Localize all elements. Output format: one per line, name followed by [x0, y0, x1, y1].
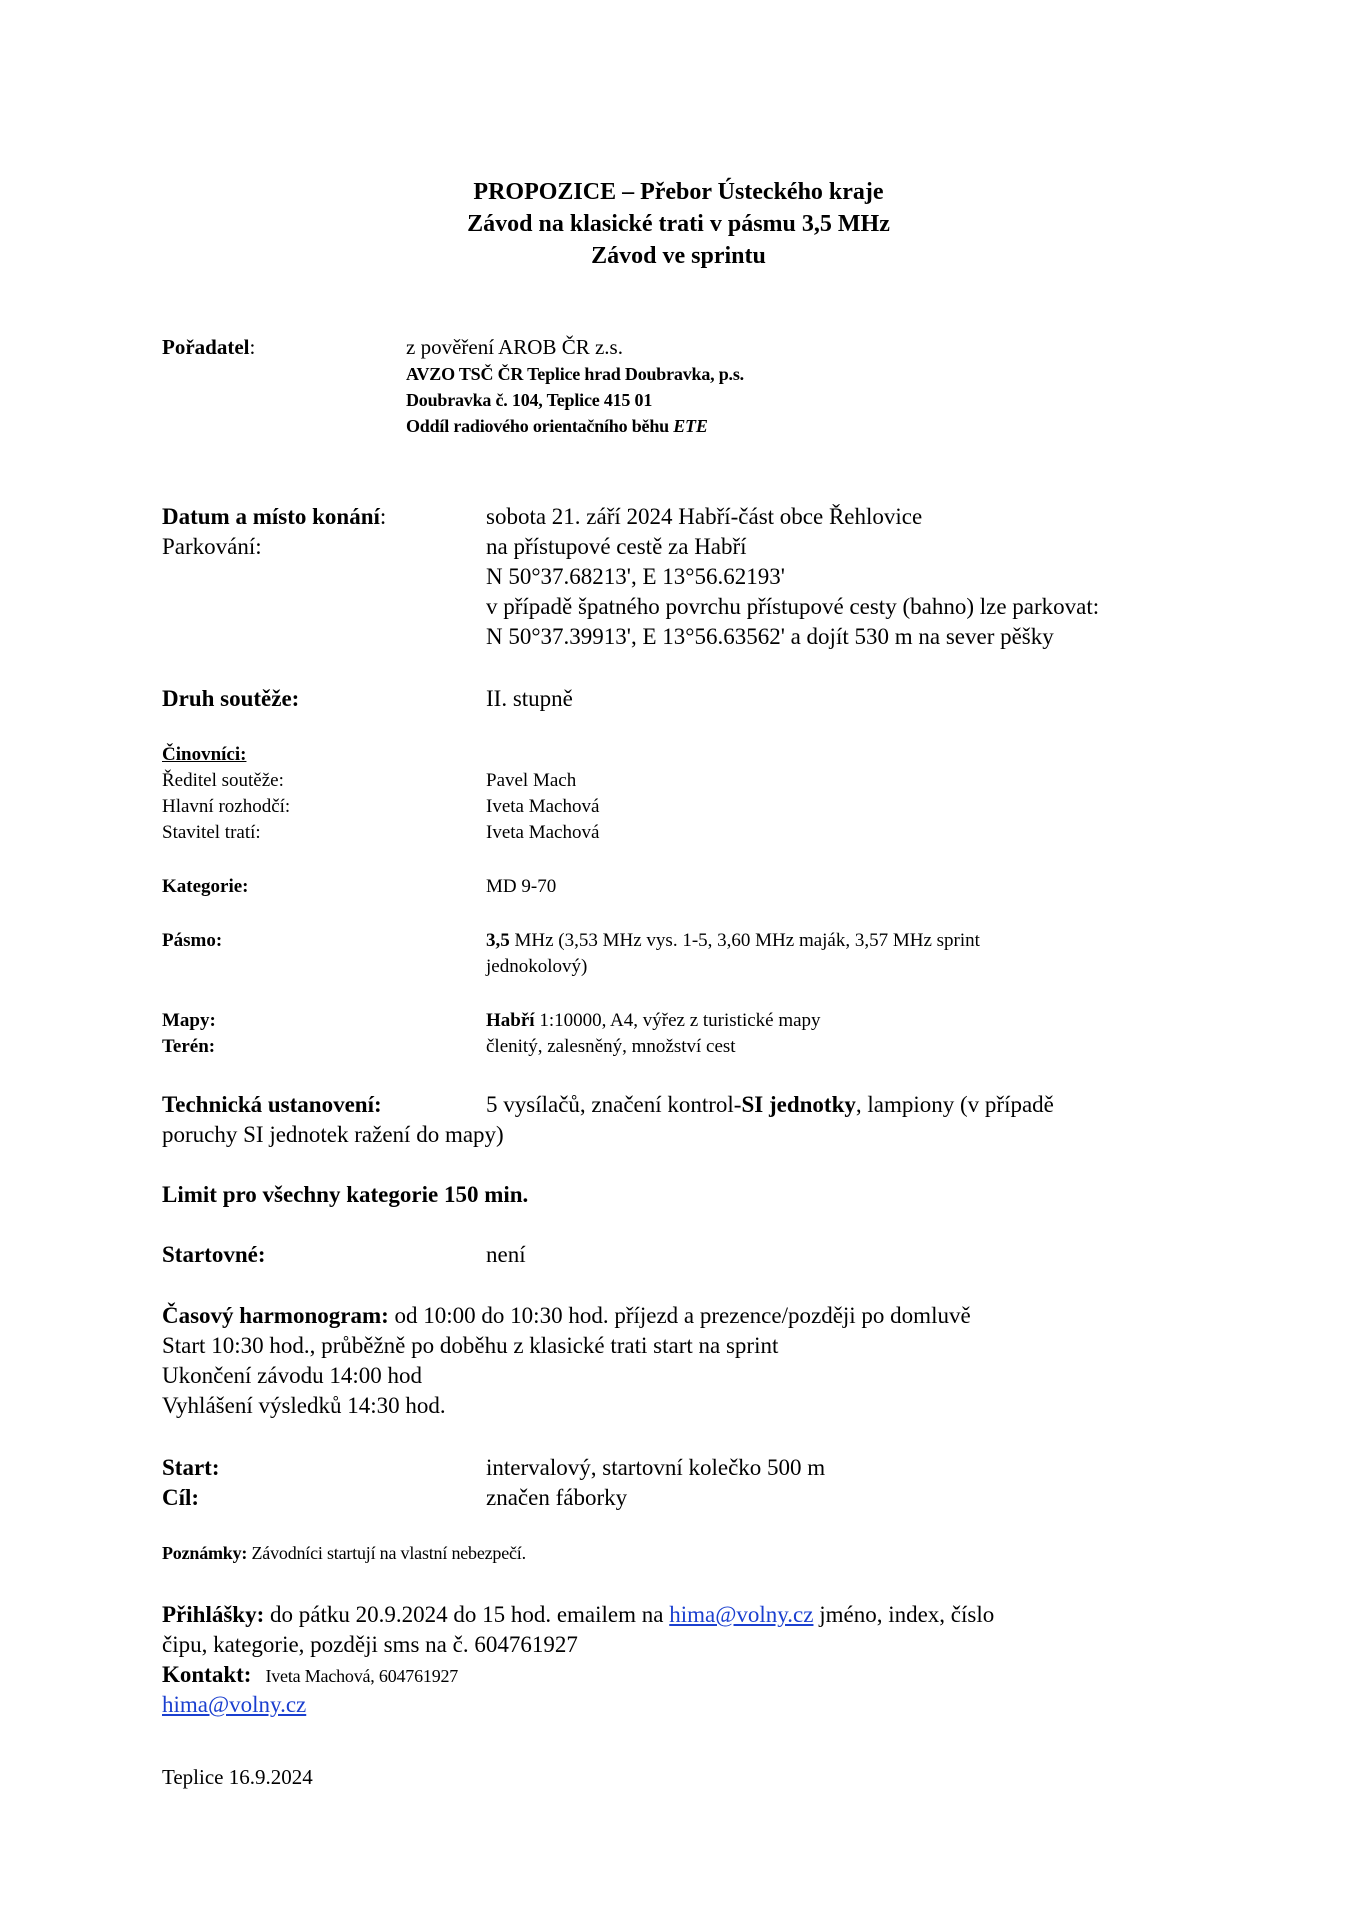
harmonogram-label: Časový harmonogram: — [162, 1303, 389, 1328]
startovne-value: není — [486, 1242, 526, 1267]
datum-label-row — [162, 502, 386, 532]
pasmo-band: 3,5 — [486, 930, 510, 951]
datum-value: sobota 21. září 2024 Habří-část obce Řehlovice — [486, 504, 923, 529]
footer-place-date: Teplice 16.9.2024 — [162, 1765, 313, 1789]
start-label: Start: — [162, 1455, 220, 1480]
prihlasky-text1: do pátku 20.9.2024 do 15 hod. emailem na — [264, 1602, 670, 1627]
parkovani-coords-alternate: N 50°37.39913', E 13°56.63562' a dojít 530 m na sever pěšky — [486, 624, 1054, 649]
kontakt-label: Kontakt: — [162, 1662, 252, 1687]
technicka-line2: poruchy SI jednotek ražení do mapy) — [162, 1122, 504, 1147]
technicka-part1: 5 vysílačů, značení kontrol- — [486, 1092, 742, 1117]
pasmo-value-line2: jednokolový) — [486, 956, 588, 977]
kontakt-row — [162, 1660, 458, 1690]
teren-value: členitý, zalesněný, množství cest — [486, 1036, 736, 1057]
document-title: PROPOZICE – Přebor Ústeckého kraje — [473, 179, 884, 205]
poradatel-club-abbr: ETE — [673, 416, 708, 436]
kategorie-value: MD 9-70 — [486, 876, 557, 897]
limit-text: Limit pro všechny kategorie 150 min. — [162, 1182, 529, 1207]
harmonogram-line1 — [162, 1301, 971, 1331]
kontakt-email-row — [162, 1690, 306, 1720]
prihlasky-email-link[interactable]: hima@volny.cz — [669, 1602, 814, 1627]
druh-label: Druh soutěže: — [162, 686, 300, 711]
cinovnici-role-reditel: Ředitel soutěže: — [162, 770, 284, 791]
cinovnici-name-rozhodci: Iveta Machová — [486, 796, 600, 817]
cinovnici-role-stavitel: Stavitel tratí: — [162, 822, 261, 843]
poradatel-club-name: Oddíl radiového orientačního běhu — [406, 416, 674, 436]
parkovani-line1: na přístupové cestě za Habří — [486, 534, 747, 559]
poradatel-colon: : — [249, 335, 256, 359]
cinovnici-role-rozhodci: Hlavní rozhodčí: — [162, 796, 291, 817]
poznamky-value: Závodníci startují na vlastní nebezpečí. — [247, 1543, 526, 1563]
parkovani-label: Parkování: — [162, 534, 262, 559]
poznamky-row — [162, 1542, 526, 1565]
cil-value: značen fáborky — [486, 1485, 628, 1510]
technicka-label: Technická ustanovení: — [162, 1092, 382, 1117]
parkovani-line3: v případě špatného povrchu přístupové cesty (bahno) lze parkovat: — [486, 594, 1100, 619]
prihlasky-line1 — [162, 1600, 994, 1630]
poradatel-label-row — [162, 334, 255, 361]
technicka-si: SI jednotky — [741, 1092, 856, 1117]
mapy-label: Mapy: — [162, 1010, 216, 1031]
prihlasky-label: Přihlášky: — [162, 1602, 265, 1627]
harmonogram-start: Start 10:30 hod., průběžně po doběhu z klasické trati start na sprint — [162, 1333, 779, 1358]
mapy-value — [486, 1008, 821, 1033]
cinovnici-heading: Činovníci: — [162, 744, 247, 765]
startovne-label: Startovné: — [162, 1242, 266, 1267]
poradatel-label: Pořadatel — [162, 335, 250, 359]
start-value: intervalový, startovní kolečko 500 m — [486, 1455, 826, 1480]
mapy-area: Habří — [486, 1010, 535, 1031]
document-subtitle-sprint: Závod ve sprintu — [591, 243, 766, 269]
kontakt-email-link[interactable]: hima@volny.cz — [162, 1692, 307, 1717]
pasmo-details: MHz (3,53 MHz vys. 1-5, 3,60 MHz maják, 3,57 MHz sprint — [509, 930, 980, 951]
poradatel-club — [406, 415, 708, 438]
poznamky-label: Poznámky: — [162, 1543, 248, 1563]
harmonogram-results: Vyhlášení výsledků 14:30 hod. — [162, 1393, 446, 1418]
technicka-value — [486, 1090, 1054, 1120]
prihlasky-text2: jméno, index, číslo — [813, 1602, 995, 1627]
druh-value: II. stupně — [486, 686, 573, 711]
cil-label: Cíl: — [162, 1485, 200, 1510]
document-subtitle: Závod na klasické trati v pásmu 3,5 MHz — [467, 211, 890, 237]
technicka-part2: , lampiony (v případě — [855, 1092, 1054, 1117]
kategorie-label: Kategorie: — [162, 876, 249, 897]
poradatel-organization: AVZO TSČ ČR Teplice hrad Doubravka, p.s. — [406, 364, 744, 384]
datum-colon: : — [379, 504, 387, 529]
datum-label: Datum a místo konání — [162, 504, 380, 529]
poradatel-line1: z pověření AROB ČR z.s. — [406, 335, 623, 359]
poradatel-address: Doubravka č. 104, Teplice 415 01 — [406, 390, 653, 410]
harmonogram-end: Ukončení závodu 14:00 hod — [162, 1363, 422, 1388]
pasmo-label: Pásmo: — [162, 930, 223, 951]
mapy-details: 1:10000, A4, výřez z turistické mapy — [534, 1010, 821, 1031]
cinovnici-name-reditel: Pavel Mach — [486, 770, 577, 791]
parkovani-coords-primary: N 50°37.68213', E 13°56.62193' — [486, 564, 785, 589]
kontakt-value: Iveta Machová, 604761927 — [265, 1666, 459, 1686]
cinovnici-name-stavitel: Iveta Machová — [486, 822, 600, 843]
harmonogram-arrival: od 10:00 do 10:30 hod. příjezd a prezence/později po domluvě — [388, 1303, 971, 1328]
teren-label: Terén: — [162, 1036, 216, 1057]
pasmo-value — [486, 928, 980, 953]
prihlasky-line2: čipu, kategorie, později sms na č. 604761927 — [162, 1632, 578, 1657]
